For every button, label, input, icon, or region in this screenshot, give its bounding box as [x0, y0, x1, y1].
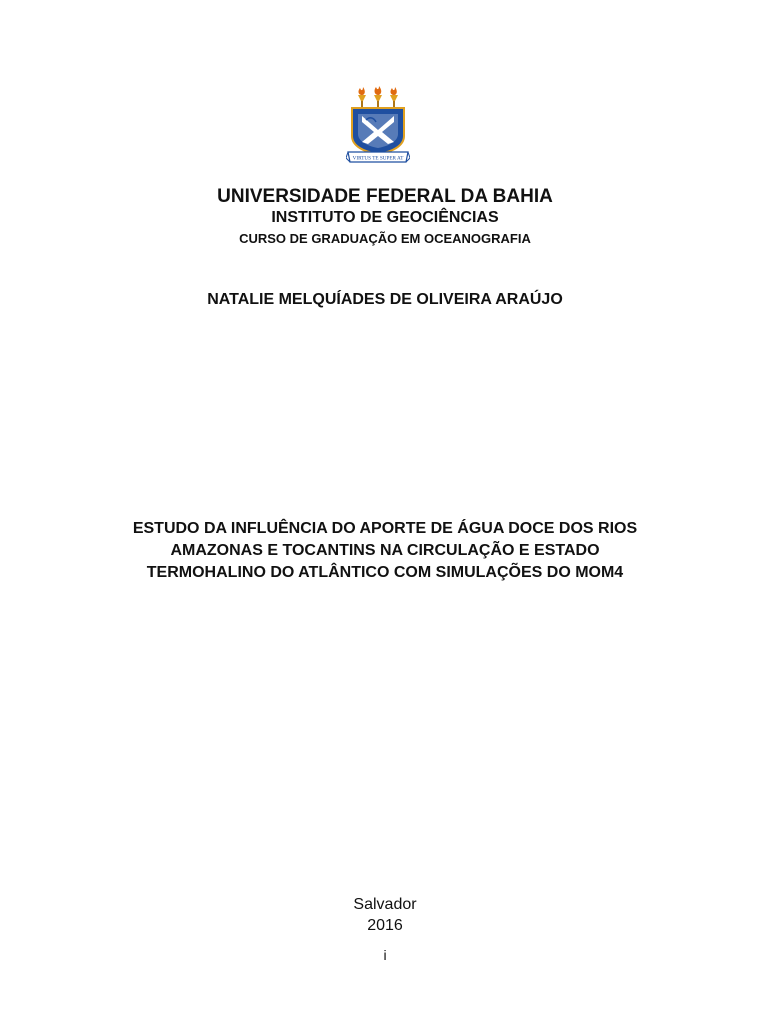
author-name: NATALIE MELQUÍADES DE OLIVEIRA ARAÚJO — [207, 291, 563, 308]
place-and-date — [0, 894, 770, 936]
page-number: i — [383, 947, 387, 963]
thesis-title — [0, 518, 770, 584]
year: 2016 — [367, 917, 403, 934]
course-name: CURSO DE GRADUAÇÃO EM OCEANOGRAFIA — [239, 231, 531, 246]
institute-name: INSTITUTO DE GEOCIÊNCIAS — [271, 209, 499, 226]
city: Salvador — [353, 896, 417, 913]
thesis-title-line: ESTUDO DA INFLUÊNCIA DO APORTE DE ÁGUA DOCE DOS RIOS — [132, 520, 638, 537]
thesis-title-line: AMAZONAS E TOCANTINS NA CIRCULAÇÃO E ESTADO — [170, 542, 600, 559]
crest-motto: VIRTUS TE SUPER AT — [352, 155, 404, 162]
university-name: UNIVERSIDADE FEDERAL DA BAHIA — [217, 186, 553, 207]
ufba-crest-icon — [346, 86, 410, 164]
torches-icon — [358, 86, 398, 109]
thesis-title-line: TERMOHALINO DO ATLÂNTICO COM SIMULAÇÕES DO MOM4 — [146, 564, 624, 581]
